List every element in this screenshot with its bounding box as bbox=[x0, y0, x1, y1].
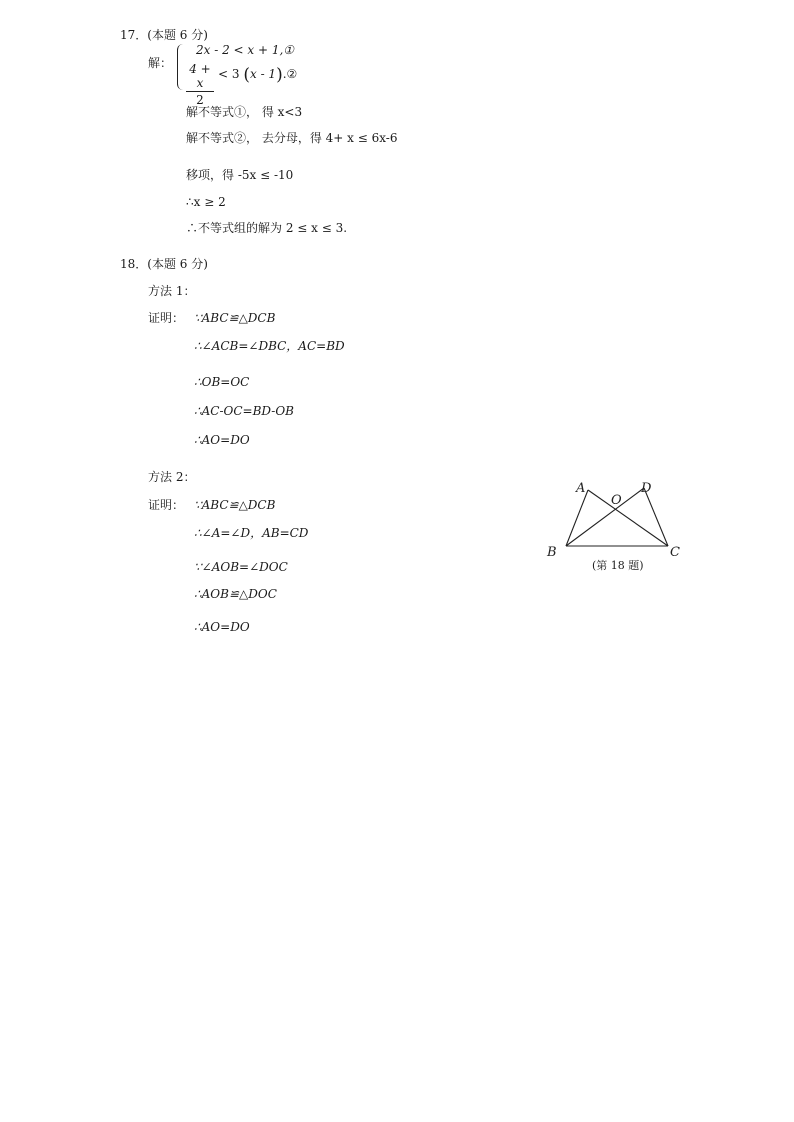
method1-line: ∴∠ACB=∠DBC，AC=BD bbox=[194, 339, 345, 353]
method1-line: ∴AO=DO bbox=[194, 433, 250, 447]
label-B: B bbox=[547, 545, 557, 560]
method1-line: ∴OB=OC bbox=[194, 375, 250, 389]
method1-proof-label: 证明： bbox=[148, 311, 185, 325]
q18-heading: 18．(本题 6 分) bbox=[120, 257, 208, 271]
fraction-denominator: 2 bbox=[196, 93, 204, 107]
method2-line: ∴∠A=∠D，AB=CD bbox=[194, 526, 309, 540]
eq2-mark: .② bbox=[282, 67, 298, 81]
method2-line: ∵∠AOB=∠DOC bbox=[194, 560, 288, 574]
method2-line: ∵ABC≌△DCB bbox=[194, 498, 276, 512]
method1-label: 方法 1： bbox=[148, 284, 196, 298]
q17-step: 解不等式②， 去分母，得 4+ x ≤ 6x-6 bbox=[186, 131, 398, 145]
q17-step: ∴不等式组的解为 2 ≤ x ≤ 3. bbox=[186, 221, 348, 235]
system-eq2: < 3 (x - 1).② bbox=[218, 65, 298, 85]
label-C: C bbox=[670, 545, 680, 560]
figure-caption: (第 18 题) bbox=[592, 559, 644, 572]
label-D: D bbox=[641, 481, 652, 496]
method2-proof-label: 证明： bbox=[148, 498, 185, 512]
method2-line: ∴AO=DO bbox=[194, 620, 250, 634]
system-eq1: 2x - 2 < x + 1,① bbox=[196, 43, 295, 57]
q17-step: ∴x ≥ 2 bbox=[186, 195, 226, 209]
method1-line: ∵ABC≌△DCB bbox=[194, 311, 276, 325]
q17-heading: 17．(本题 6 分) bbox=[120, 28, 208, 42]
q17-step: 解不等式①， 得 x<3 bbox=[186, 105, 303, 119]
label-A: A bbox=[576, 481, 586, 496]
method2-line: ∴AOB≌△DOC bbox=[194, 587, 277, 601]
q18-figure bbox=[540, 474, 690, 578]
eq2-relation: < 3 bbox=[218, 67, 240, 81]
q17-step: 移项，得 -5x ≤ -10 bbox=[186, 168, 294, 182]
eq2-inner: x - 1 bbox=[249, 67, 277, 81]
fraction-numerator: 4 + x bbox=[189, 62, 211, 90]
method1-line: ∴AC-OC=BD-OB bbox=[194, 404, 294, 418]
system-fraction bbox=[186, 62, 214, 107]
label-O: O bbox=[611, 493, 622, 508]
method2-label: 方法 2： bbox=[148, 470, 196, 484]
q17-solve-label: 解： bbox=[148, 56, 173, 70]
system-brace bbox=[177, 44, 184, 90]
